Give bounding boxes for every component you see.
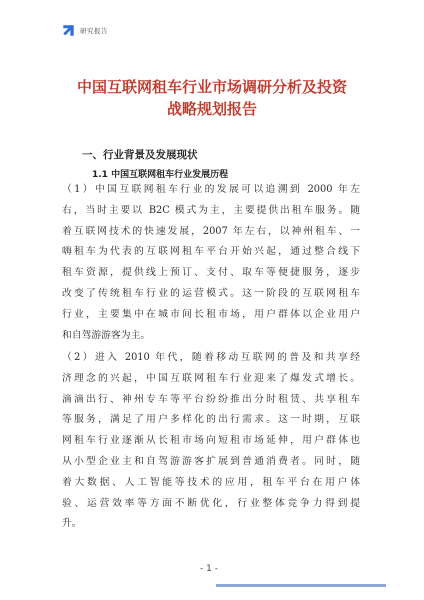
paragraph-line: 滴滴出行、神州专车等平台纷纷推出分时租赁、共享租车	[62, 393, 360, 405]
paragraph-line: 着大数据、人工智能等技术的应用，租车平台在用户体	[62, 476, 360, 488]
paragraph-line: 网租车行业逐渐从长租市场向短租市场延伸，用户群体也	[62, 435, 360, 447]
paragraph-line: 验、运营效率等方面不断优化，行业整体竞争力得到提	[62, 497, 360, 509]
header-label: 研究报告	[80, 27, 108, 35]
title-line-1: 中国互联网租车行业市场调研分析及投资	[76, 78, 347, 96]
paragraph-line: 升。	[62, 518, 82, 530]
paragraph-line: 嗨租车为代表的互联网租车平台开始兴起，通过整合线下	[62, 246, 360, 258]
paragraph-1	[62, 180, 360, 346]
paragraph-line: （1）中国互联网租车行业的发展可以追溯到 2000 年左	[62, 184, 360, 195]
paragraph-line: 等服务，满足了用户多样化的出行需求。这一时期，互联	[62, 414, 360, 426]
report-header	[62, 24, 108, 37]
subsection-heading: 1.1 中国互联网租车行业发展历程	[92, 170, 229, 180]
paragraph-line: 行业，主要集中在城市间长租市场，用户群体以企业用户	[62, 308, 360, 320]
paragraph-line: 和自驾游游客为主。	[62, 329, 151, 341]
paragraph-line: 改变了传统租车行业的运营模式。这一阶段的互联网租车	[62, 287, 360, 299]
paragraph-line: 租车资源，提供线上预订、支付、取车等便捷服务，逐步	[62, 267, 360, 279]
paragraph-line: 从小型企业主和自驾游游客扩展到普通消费者。同时，随	[62, 455, 360, 467]
document-title	[40, 76, 384, 120]
paragraph-line: 着互联网技术的快速发展，2007 年左右，以神州租车、一	[62, 225, 360, 237]
title-line-2: 战略规划报告	[166, 100, 257, 118]
paragraph-2	[62, 348, 360, 535]
arrow-logo-icon	[62, 24, 75, 37]
paragraph-line: （2）进入 2010 年代，随着移动互联网的普及和共享经	[62, 352, 360, 363]
paragraph-line: 右，当时主要以 B2C 模式为主，主要提供出租车服务。随	[62, 204, 360, 216]
section-heading: 一、行业背景及发展现状	[82, 149, 198, 161]
paragraph-line: 济理念的兴起，中国互联网租车行业迎来了爆发式增长。	[62, 372, 360, 384]
footer-divider	[216, 584, 386, 587]
page-number: - 1 -	[200, 564, 218, 574]
